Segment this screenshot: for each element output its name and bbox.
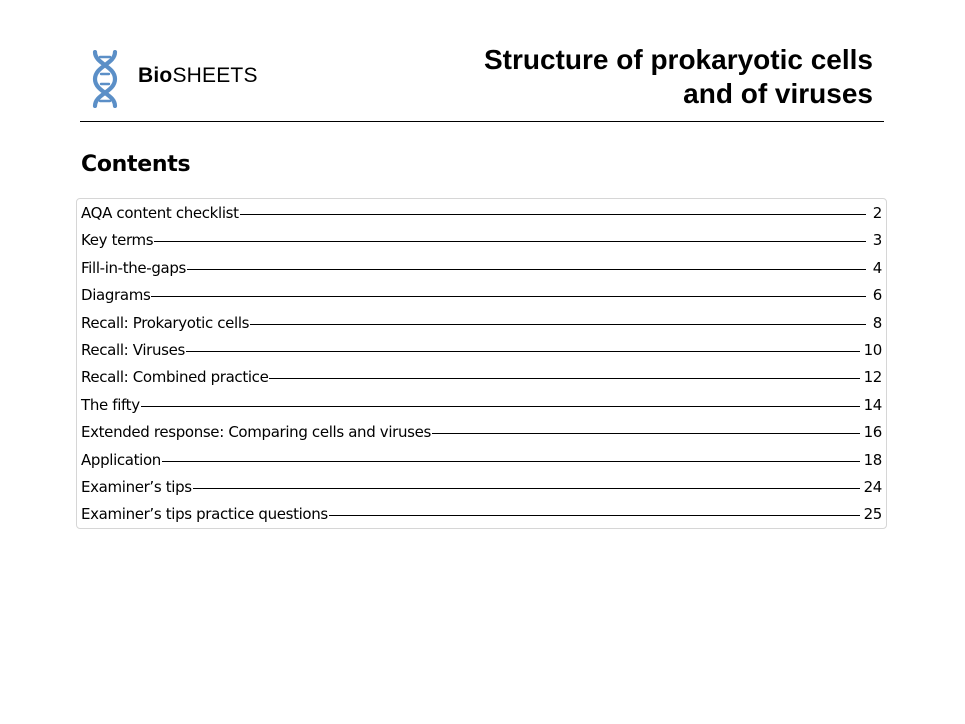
toc-item-page: 4 <box>872 258 882 277</box>
toc-item-application[interactable] <box>77 451 886 478</box>
toc-item-fill-in-the-gaps[interactable] <box>77 259 886 286</box>
toc-leader-line <box>240 214 866 215</box>
toc-item-page: 6 <box>872 286 882 305</box>
toc-leader-line <box>162 461 860 462</box>
toc-item-page: 12 <box>863 368 882 387</box>
toc-item-examiners-tips-practice-questions[interactable] <box>77 505 886 532</box>
toc-item-label: Diagrams <box>81 286 151 305</box>
toc-item-page: 18 <box>863 450 882 469</box>
dna-helix-icon <box>90 50 120 108</box>
title-line-2: and of viruses <box>683 78 873 109</box>
toc-item-page: 16 <box>863 423 882 442</box>
toc-item-label: Extended response: Comparing cells and viruses <box>81 423 431 442</box>
brand-bold: Bio <box>138 64 173 87</box>
toc-item-label: Examiner’s tips <box>81 477 192 496</box>
toc-item-recall-combined-practice[interactable] <box>77 368 886 395</box>
toc-item-label: Recall: Combined practice <box>81 368 269 387</box>
toc-item-recall-viruses[interactable] <box>77 341 886 368</box>
toc-item-label: Application <box>81 450 161 469</box>
toc-leader-line <box>187 269 866 270</box>
toc-leader-line <box>151 296 866 297</box>
toc-item-label: The fifty <box>81 395 140 414</box>
table-of-contents <box>76 198 887 529</box>
toc-item-label: Fill-in-the-gaps <box>81 258 187 277</box>
toc-item-page: 14 <box>863 395 882 414</box>
brand-rest: SHEETS <box>172 64 258 87</box>
toc-item-page: 2 <box>872 204 882 222</box>
toc-leader-line <box>432 433 860 434</box>
toc-leader-line <box>250 324 866 325</box>
document-title <box>484 43 873 111</box>
toc-item-page: 25 <box>863 505 882 524</box>
toc-leader-line <box>193 488 860 489</box>
toc-item-examiners-tips[interactable] <box>77 478 886 505</box>
toc-item-extended-response[interactable] <box>77 423 886 450</box>
toc-leader-line <box>141 406 860 407</box>
toc-item-key-terms[interactable] <box>77 231 886 258</box>
contents-heading: Contents <box>81 152 191 177</box>
toc-item-label: Recall: Prokaryotic cells <box>81 313 250 332</box>
toc-item-aqa-content-checklist[interactable] <box>77 204 886 231</box>
toc-leader-line <box>329 515 860 516</box>
toc-item-page: 10 <box>863 340 882 359</box>
brand-name <box>138 64 258 88</box>
toc-item-label: Examiner’s tips practice questions <box>81 505 328 524</box>
toc-item-label: Recall: Viruses <box>81 340 185 359</box>
page-header <box>80 40 884 122</box>
toc-leader-line <box>154 241 866 242</box>
toc-item-diagrams[interactable] <box>77 286 886 313</box>
toc-item-recall-prokaryotic-cells[interactable] <box>77 314 886 341</box>
toc-item-page: 24 <box>863 477 882 496</box>
toc-leader-line <box>186 351 860 352</box>
toc-item-page: 8 <box>872 313 882 332</box>
toc-item-label: Key terms <box>81 231 154 250</box>
toc-item-page: 3 <box>872 231 882 250</box>
toc-leader-line <box>269 378 859 379</box>
toc-item-the-fifty[interactable] <box>77 396 886 423</box>
toc-item-label: AQA content checklist <box>81 204 239 222</box>
title-line-1: Structure of prokaryotic cells <box>483 44 873 75</box>
